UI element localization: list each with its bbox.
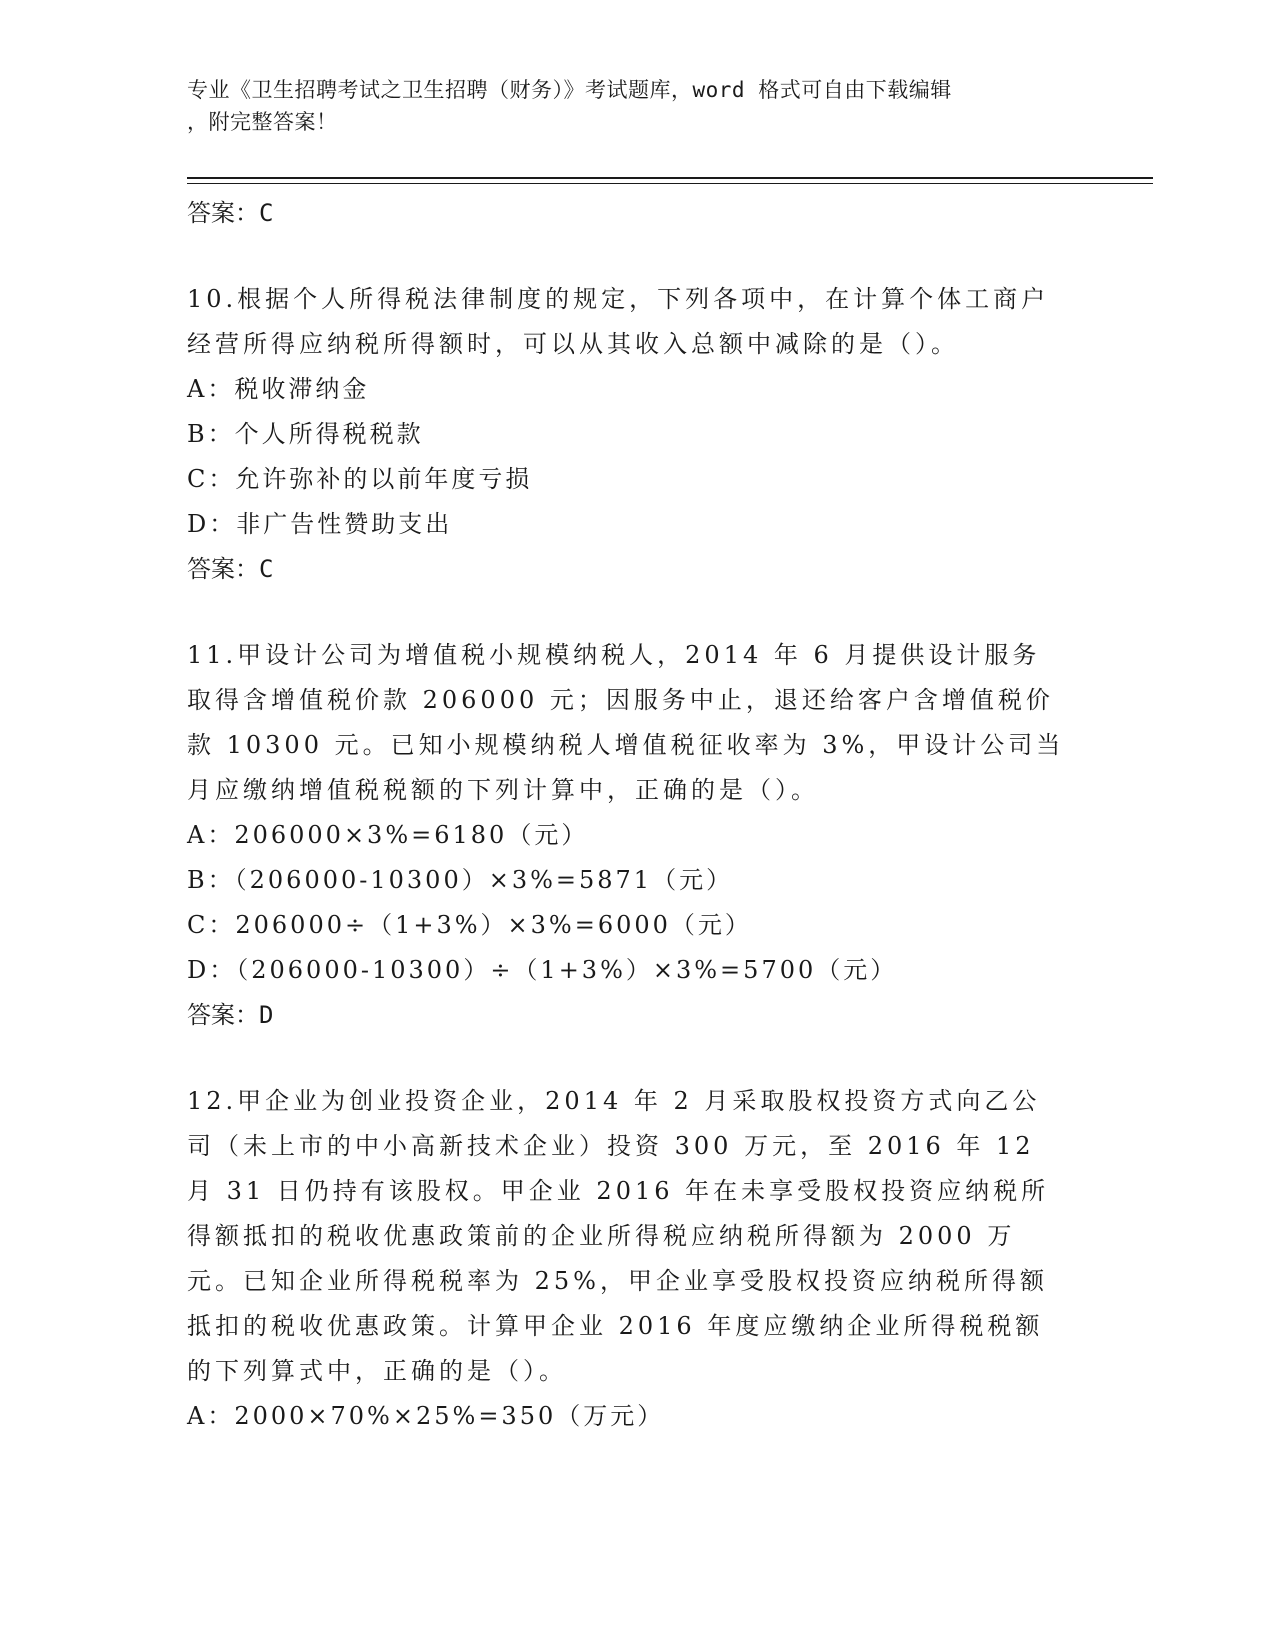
question-12 [187,1079,1087,1439]
question-stem: 11.甲设计公司为增值税小规模纳税人，2014 年 6 月提供设计服务取得含增值税价款 206000 元；因服务中止，退还给客户含增值税价款 10300 元。已知小规模纳税人增值税征收率为 3%，甲设计公司当月应缴纳增值税税额的下列计算中，正确的是（）。 [187,641,1065,804]
option-a: A：206000×3%=6180（元） [187,821,589,849]
option-d: D：（206000-10300）÷（1+3%）×3%=5700（元） [187,956,898,984]
answer-line: 答案：D [187,1001,274,1029]
question-stem: 10.根据个人所得税法律制度的规定，下列各项中，在计算个体工商户经营所得应纳税所得额时，可以从其收入总额中减除的是（）。 [187,285,1050,358]
document-body [187,188,1087,1439]
option-b: B：（206000-10300）×3%=5871（元） [187,866,734,894]
header-rule-thin [187,183,1153,184]
option-a: A：2000×70%×25%=350（万元） [187,1402,665,1430]
option-b: B：个人所得税税款 [187,420,424,448]
page-header: 专业《卫生招聘考试之卫生招聘（财务）》考试题库，word 格式可自由下载编辑 ，附完整答案！ [187,78,952,134]
option-a: A：税收滞纳金 [187,375,370,403]
answer-line: 答案：C [187,199,274,227]
question-stem: 12.甲企业为创业投资企业，2014 年 2 月采取股权投资方式向乙公司（未上市的中小高新技术企业）投资 300 万元，至 2016 年 12 月 31 日仍持有该股权。甲企业 2016 年在未享受股权投资应纳税所得额抵扣的税收优惠政策前的企业所得税应纳税所得额为 2000 万元。已知企业所得税税率为 25%，甲企业享受股权投资应纳税所得额抵扣的税收优惠政策。计算甲企业 2016 年度应缴纳企业所得税税额的下列算式中，正确的是（）。 [187,1087,1050,1385]
header-rule-thick [187,177,1153,179]
option-c: C：允许弥补的以前年度亏损 [187,465,533,493]
question-11 [187,633,1087,1038]
question-10 [187,277,1087,592]
option-d: D：非广告性赞助支出 [187,510,453,538]
answer-line: 答案：C [187,555,274,583]
option-c: C：206000÷（1+3%）×3%=6000（元） [187,911,752,939]
